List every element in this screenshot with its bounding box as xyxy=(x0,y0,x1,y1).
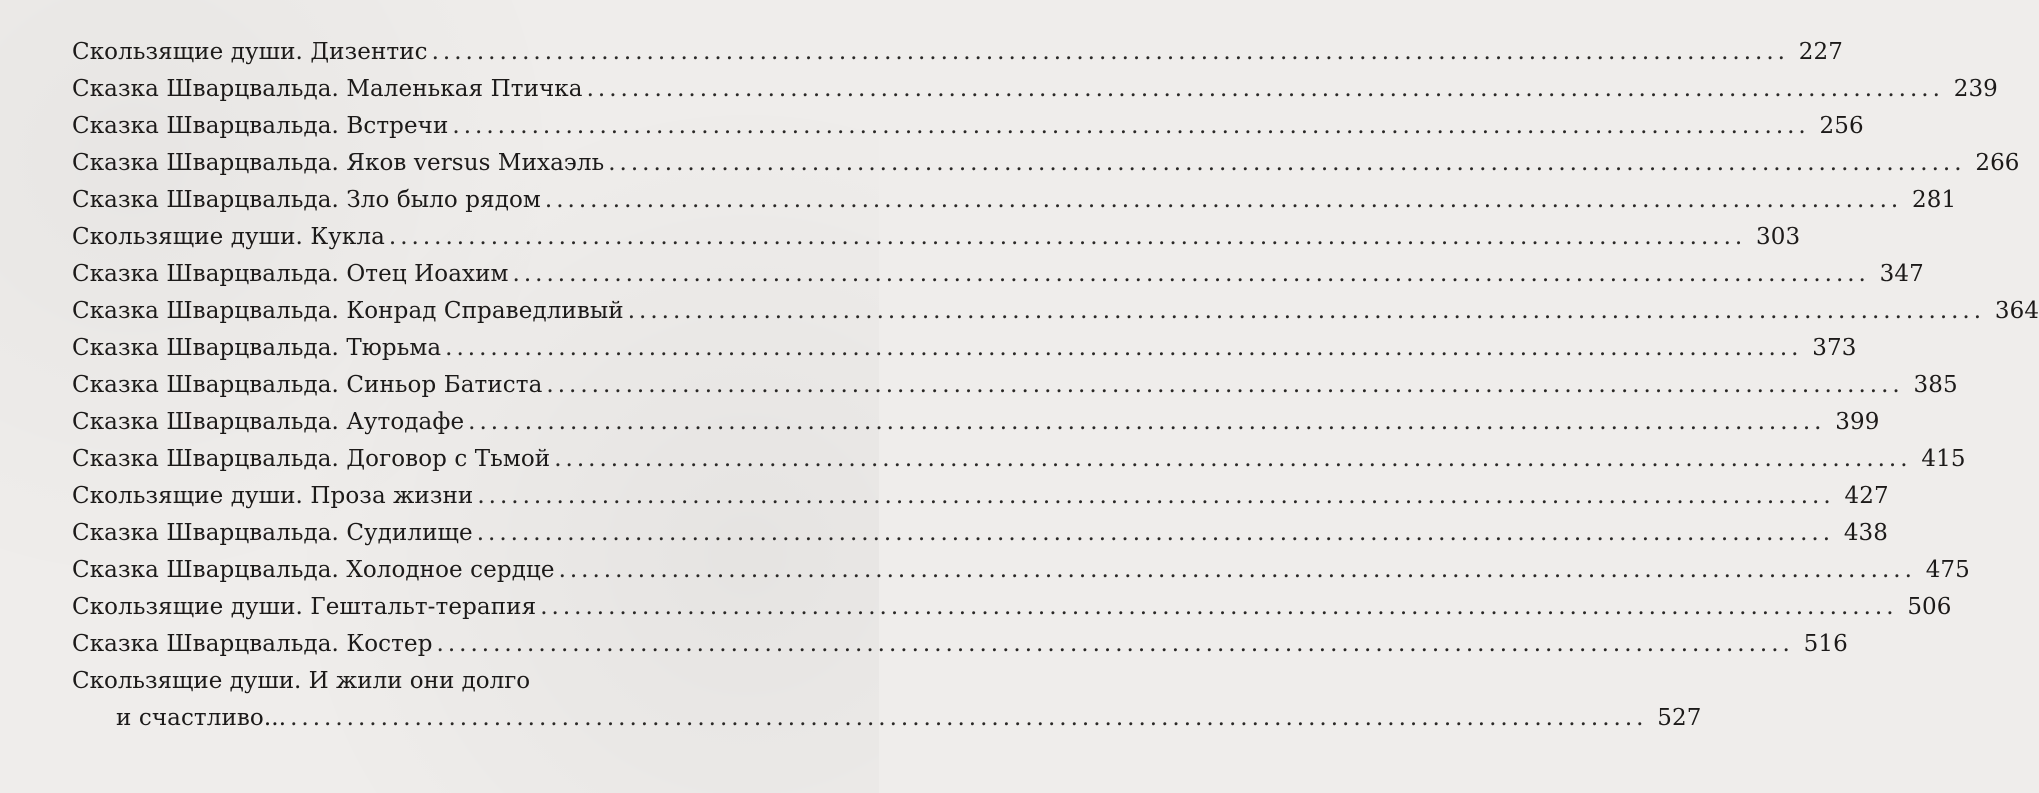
leader-dots: ........................................................................................................................ xyxy=(431,39,1789,65)
entry-title: Сказка Шварцвальда. Договор с Тьмой xyxy=(72,446,551,472)
toc-entry xyxy=(72,515,1889,552)
toc-entry xyxy=(72,478,1889,515)
entry-title: Сказка Шварцвальда. Судилище xyxy=(72,520,473,546)
leader-dots: ........................................................................................................................ xyxy=(290,705,1648,731)
toc-entry xyxy=(72,219,1801,256)
toc-entry xyxy=(72,589,1952,626)
entry-page: 227 xyxy=(1798,39,1843,65)
leader-dots: ........................................................................................................................ xyxy=(452,113,1810,139)
bleed-through-text xyxy=(350,7,810,23)
toc-entry xyxy=(72,34,1843,71)
entry-title: Скользящие души. Гештальт-терапия xyxy=(72,594,537,620)
leader-dots: ........................................................................................................................ xyxy=(476,520,1835,546)
entry-page: 427 xyxy=(1844,483,1889,509)
entry-title: Сказка Шварцвальда. Аутодафе xyxy=(72,409,465,435)
leader-dots: ........................................................................................................................ xyxy=(586,76,1944,102)
entry-page: 256 xyxy=(1819,113,1864,139)
toc-entry xyxy=(72,552,1970,589)
entry-title: Сказка Шварцвальда. Яков versus Михаэль xyxy=(72,150,605,176)
entry-title-line-1: Скользящие души. И жили они долго xyxy=(72,668,531,694)
entry-page: 239 xyxy=(1953,76,1998,102)
entry-title: Сказка Шварцвальда. Отец Иоахим xyxy=(72,261,509,287)
table-of-contents xyxy=(72,34,2039,737)
entry-page: 527 xyxy=(1657,705,1702,731)
entry-title: Сказка Шварцвальда. Конрад Справедливый xyxy=(72,298,624,324)
entry-title: Сказка Шварцвальда. Синьор Батиста xyxy=(72,372,543,398)
leader-dots: ........................................................................................................................ xyxy=(445,335,1803,361)
toc-entry xyxy=(72,367,1958,404)
leader-dots: ........................................................................................................................ xyxy=(388,224,1747,250)
toc-entry xyxy=(72,404,1880,441)
entry-title: Сказка Шварцвальда. Тюрьма xyxy=(72,335,442,361)
toc-entry xyxy=(72,256,1924,293)
entry-page: 475 xyxy=(1925,557,1970,583)
leader-dots: ........................................................................................................................ xyxy=(608,150,1966,176)
toc-entry xyxy=(72,441,1966,478)
entry-page: 399 xyxy=(1835,409,1880,435)
entry-page: 303 xyxy=(1756,224,1801,250)
toc-entry xyxy=(72,293,2039,330)
toc-entry-continued xyxy=(72,700,1702,737)
toc-entry xyxy=(72,330,1857,367)
entry-page: 266 xyxy=(1975,150,2020,176)
entry-title-line-2: и счастливо... xyxy=(116,705,287,731)
entry-title: Скользящие души. Дизентис xyxy=(72,39,428,65)
entry-title: Сказка Шварцвальда. Маленькая Птичка xyxy=(72,76,583,102)
entry-title: Сказка Шварцвальда. Встречи xyxy=(72,113,449,139)
entry-title: Сказка Шварцвальда. Костер xyxy=(72,631,433,657)
leader-dots: ........................................................................................................................ xyxy=(554,446,1912,472)
leader-dots: ........................................................................................................................ xyxy=(627,298,1986,324)
leader-dots: ........................................................................................................................ xyxy=(512,261,1870,287)
leader-dots: ........................................................................................................................ xyxy=(558,557,1916,583)
entry-title: Скользящие души. Кукла xyxy=(72,224,385,250)
entry-page: 385 xyxy=(1913,372,1958,398)
entry-page: 373 xyxy=(1812,335,1857,361)
leader-dots: ........................................................................................................................ xyxy=(436,631,1794,657)
toc-entry xyxy=(72,626,1848,663)
entry-page: 516 xyxy=(1803,631,1848,657)
toc-entry xyxy=(72,71,1998,108)
entry-page: 438 xyxy=(1843,520,1889,546)
leader-dots: ........................................................................................................................ xyxy=(544,187,1903,213)
leader-dots: ........................................................................................................................ xyxy=(540,594,1898,620)
entry-page: 415 xyxy=(1921,446,1966,472)
entry-page: 506 xyxy=(1907,594,1952,620)
leader-dots: ........................................................................................................................ xyxy=(477,483,1835,509)
leader-dots: ........................................................................................................................ xyxy=(468,409,1826,435)
toc-entry xyxy=(72,108,1864,145)
entry-page: 364 xyxy=(1994,298,2039,324)
entry-title: Скользящие души. Проза жизни xyxy=(72,483,474,509)
toc-entry xyxy=(72,182,1957,219)
toc-entry xyxy=(72,145,2020,182)
leader-dots: ........................................................................................................................ xyxy=(546,372,1904,398)
entry-page: 347 xyxy=(1879,261,1924,287)
entry-title: Сказка Шварцвальда. Холодное сердце xyxy=(72,557,555,583)
entry-title: Сказка Шварцвальда. Зло было рядом xyxy=(72,187,541,213)
entry-page: 281 xyxy=(1912,187,1957,213)
